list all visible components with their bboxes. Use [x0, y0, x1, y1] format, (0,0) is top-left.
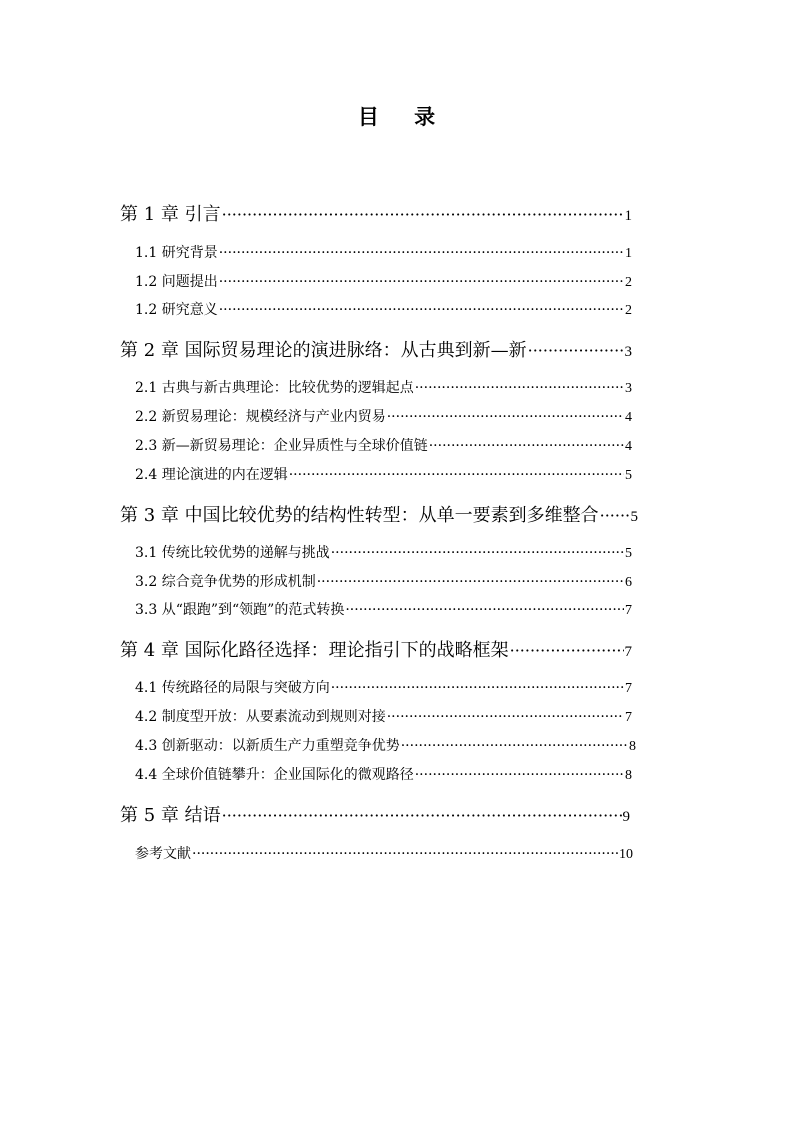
toc-page-number: 10 [619, 847, 633, 862]
toc-entry-label: 2.3 新—新贸易理论：企业异质性与全球价值链 [135, 438, 428, 454]
toc-entry-section-1-2[interactable] [135, 271, 632, 291]
toc-page-number: 3 [625, 381, 632, 396]
toc-entry-section-2-2[interactable] [135, 406, 632, 426]
dot-leader [219, 274, 624, 290]
toc-page-number: 1 [625, 246, 632, 261]
toc-entry-chapter-1[interactable] [120, 200, 632, 226]
toc-page-number: 2 [625, 303, 632, 318]
toc-entry-label: 4.2 制度型开放：从要素流动到规则对接 [135, 709, 386, 725]
dot-leader [222, 204, 624, 225]
toc-entry-chapter-2[interactable] [120, 336, 632, 362]
toc-entry-label: 第 3 章 中国比较优势的结构性转型：从单一要素到多维整合 [120, 505, 599, 526]
dot-leader [510, 640, 624, 661]
toc-page-number: 5 [625, 546, 632, 561]
toc-entry-chapter-5[interactable] [120, 801, 630, 827]
toc-entry-references[interactable] [135, 843, 633, 863]
toc-entry-section-2-4[interactable] [135, 464, 632, 484]
dot-leader [401, 738, 628, 754]
toc-entry-section-1-1[interactable] [135, 242, 632, 262]
toc-entry-label: 3.2 综合竞争优势的形成机制 [135, 574, 316, 590]
toc-page-number: 3 [624, 344, 632, 360]
toc-page-number: 7 [624, 644, 632, 660]
toc-entry-chapter-4[interactable] [120, 636, 632, 662]
toc-page-number: 1 [624, 208, 632, 224]
toc-entry-section-1-3[interactable] [135, 299, 632, 319]
toc-title: 目 录 [357, 104, 450, 129]
dot-leader [331, 545, 624, 561]
toc-page-number: 7 [625, 710, 632, 725]
dot-leader [289, 467, 624, 483]
toc-entry-label: 2.2 新贸易理论：规模经济与产业内贸易 [135, 409, 386, 425]
dot-leader [317, 574, 624, 590]
toc-entry-section-4-1[interactable] [135, 677, 632, 697]
toc-page-number: 2 [625, 275, 632, 290]
toc-page-number: 7 [625, 681, 632, 696]
dot-leader [415, 380, 624, 396]
toc-entry-section-4-4[interactable] [135, 764, 632, 784]
toc-page-number: 5 [625, 468, 632, 483]
dot-leader [331, 680, 624, 696]
toc-entry-section-4-3[interactable] [135, 735, 636, 755]
toc-page-number: 4 [625, 410, 632, 425]
dot-leader [528, 340, 624, 361]
dot-leader [387, 409, 624, 425]
toc-entry-section-3-1[interactable] [135, 542, 632, 562]
toc-page-number: 5 [630, 509, 638, 525]
toc-entry-label: 2.1 古典与新古典理论：比较优势的逻辑起点 [135, 380, 414, 396]
toc-entry-section-2-3[interactable] [135, 435, 632, 455]
toc-entry-label: 第 4 章 国际化路径选择：理论指引下的战略框架 [120, 640, 509, 661]
toc-entry-label: 3.3 从“跟跑”到“领跑”的范式转换 [135, 602, 345, 618]
dot-leader [429, 438, 624, 454]
toc-entry-section-3-3[interactable] [135, 599, 632, 619]
dot-leader [219, 302, 624, 318]
dot-leader [219, 245, 624, 261]
dot-leader [387, 709, 624, 725]
toc-entry-chapter-3[interactable] [120, 501, 638, 527]
dot-leader [222, 805, 622, 826]
toc-entry-label: 第 2 章 国际贸易理论的演进脉络：从古典到新—新 [120, 340, 527, 361]
toc-page-number: 7 [625, 603, 632, 618]
toc-page-number: 8 [625, 768, 632, 783]
toc-entry-label: 1.2 问题提出 [135, 274, 218, 290]
toc-entry-section-3-2[interactable] [135, 571, 632, 591]
toc-page-number: 9 [622, 809, 630, 825]
dot-leader [345, 602, 624, 618]
toc-entry-section-4-2[interactable] [135, 706, 632, 726]
dot-leader [192, 846, 618, 862]
toc-entry-label: 1.1 研究背景 [135, 245, 218, 261]
toc-page-number: 6 [625, 575, 632, 590]
dot-leader [600, 505, 630, 526]
toc-page-number: 4 [625, 439, 632, 454]
toc-entry-label: 第 1 章 引言 [120, 204, 221, 225]
toc-entry-label: 4.1 传统路径的局限与突破方向 [135, 680, 330, 696]
toc-entry-label: 4.4 全球价值链攀升：企业国际化的微观路径 [135, 767, 414, 783]
toc-page-number: 8 [629, 739, 636, 754]
toc-entry-label: 4.3 创新驱动：以新质生产力重塑竞争优势 [135, 738, 400, 754]
toc-entry-section-2-1[interactable] [135, 377, 632, 397]
toc-entry-label: 3.1 传统比较优势的递解与挑战 [135, 545, 330, 561]
toc-entry-label: 第 5 章 结语 [120, 805, 221, 826]
dot-leader [415, 767, 624, 783]
toc-entry-label: 参考文献 [135, 846, 191, 862]
toc-entry-label: 2.4 理论演进的内在逻辑 [135, 467, 288, 483]
toc-entry-label: 1.2 研究意义 [135, 302, 218, 318]
